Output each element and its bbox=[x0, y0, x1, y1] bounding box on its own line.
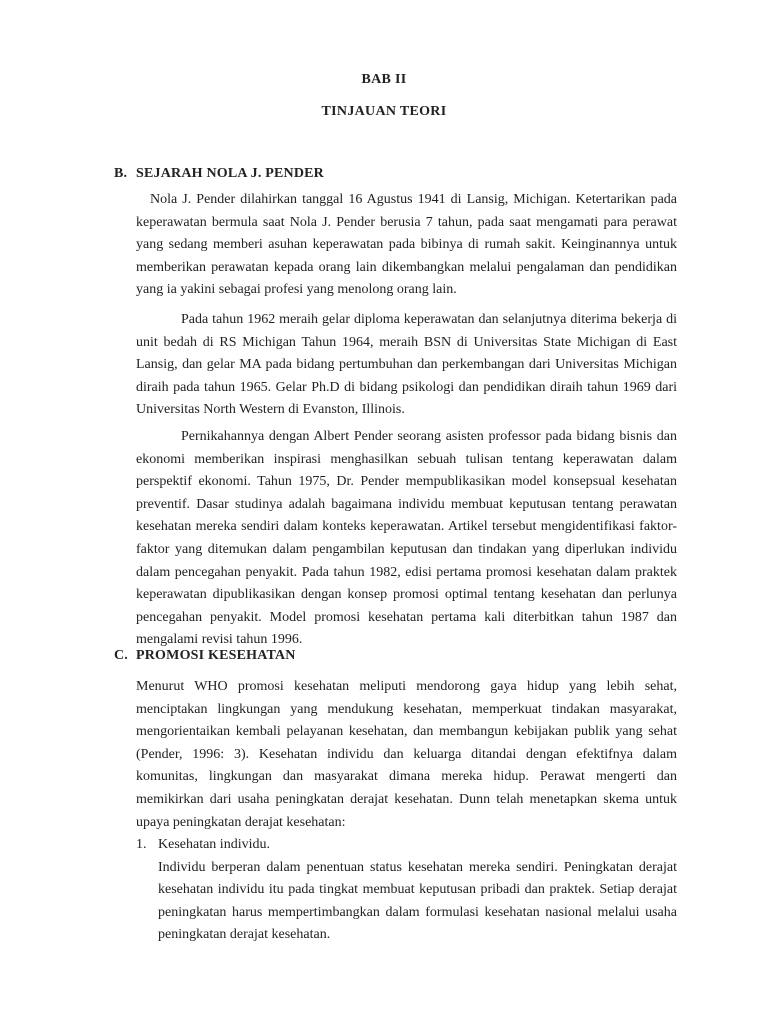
list-item-body: Individu berperan dalam penentuan status kesehatan mereka sendiri. Peningkatan derajat kesehatan individu itu pada tingkat membuat keputusan pribadi dan praktek. Setiap derajat peningkatan harus mempertimbangkan dalam formulasi kesehatan nasional melalui usaha peningkatan derajat kesehatan. bbox=[158, 859, 677, 943]
paragraph: Menurut WHO promosi kesehatan meliputi mendorong gaya hidup yang lebih sehat, menciptakan lingkungan yang mendukung kesehatan, memperkuat tindakan masyarakat, mengorientaikan kembali pelayanan kesehatan, dan membangun kebijakan publik yang sehat (Pender, 1996: 3). Kesehatan individu dan keluarga ditandai dengan efektifnya dalam komunitas, lingkungan dan masyarakat dimana mereka hidup. Perawat mengerti dan memikirkan dari usaha peningkatan derajat kesehatan. Dunn telah menetapkan skema untuk upaya peningkatan derajat kesehatan: bbox=[136, 679, 677, 830]
list-item-title: Kesehatan individu. bbox=[158, 837, 270, 852]
section-heading-c bbox=[114, 648, 296, 664]
paragraph: Nola J. Pender dilahirkan tanggal 16 Agustus 1941 di Lansig, Michigan. Ketertarikan pada keperawatan bermula saat Nola J. Pender berusia 7 tahun, pada saat mengamati para perawat yang sedang memberi asuhan keperawatan pada bibinya di rumah sakit. Keinginannya untuk memberikan perawatan kepada orang lain dikembangkan melalui pengalaman dan pendidikan yang ia yakini sebagai profesi yang menolong orang lain. bbox=[136, 192, 677, 298]
section-title: PROMOSI KESEHATAN bbox=[136, 648, 296, 663]
chapter-number: BAB II bbox=[361, 72, 407, 87]
list-number: 1. bbox=[136, 837, 147, 852]
section-letter: C. bbox=[114, 648, 129, 663]
chapter-title: TINJAUAN TEORI bbox=[321, 104, 447, 119]
section-heading-b bbox=[114, 166, 324, 182]
section-letter: B. bbox=[114, 166, 128, 181]
section-title: SEJARAH NOLA J. PENDER bbox=[136, 166, 324, 181]
paragraph: Pernikahannya dengan Albert Pender seorang asisten professor pada bidang bisnis dan ekonomi memberikan inspirasi menghasilkan sebuah tulisan tentang keperawatan dalam perspektif ekonomi. Tahun 1975, Dr. Pender mempublikasikan model konsepsual kesehatan preventif. Dasar studinya adalah bagaimana individu membuat keputusan tentang perawatan kesehatan mereka sendiri dalam konteks keperawatan. Artikel tersebut mengidentifikasi faktor-faktor yang ditemukan dalam pengambilan keputusan dan tindakan yang diperlukan individu dalam pencegahan penyakit. Pada tahun 1982, edisi pertama promosi kesehatan dalam praktek keperawatan dipublikasikan dengan konsep promosi optimal tentang kesehatan dan perlunya pencegahan penyakit. Model promosi kesehatan pertama kali diterbitkan tahun 1987 dan mengalami revisi tahun 1996. bbox=[136, 429, 677, 648]
paragraph: Pada tahun 1962 meraih gelar diploma keperawatan dan selanjutnya diterima bekerja di unit bedah di RS Michigan Tahun 1964, meraih BSN di Universitas State Michigan di East Lansig, dan gelar MA pada bidang pertumbuhan dan perkembangan dari Universitas Michigan diraih pada tahun 1965. Gelar Ph.D di bidang psikologi dan pendidikan diraih tahun 1969 dari Universitas North Western di Evanston, Illinois. bbox=[136, 312, 677, 418]
